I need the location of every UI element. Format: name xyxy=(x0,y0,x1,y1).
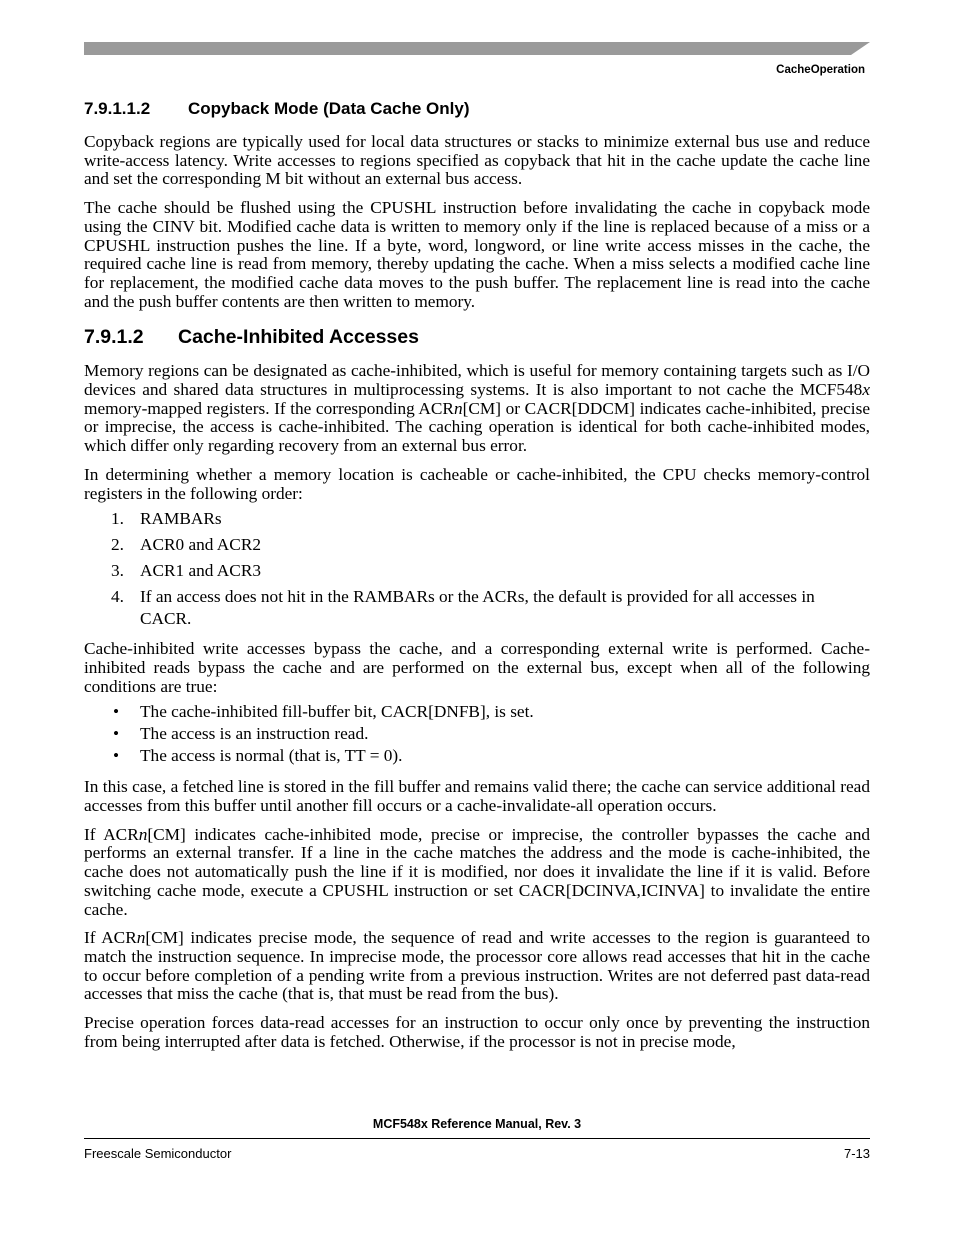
text-run: [CM] or CACR[DDCM] indicates cache-inhibited, precise or imprecise, the access is cache-inhibited. The caching operation is identical for both cache-inhibited modes, which differ only regarding recovery from an external bus error. xyxy=(84,398,871,456)
paragraph xyxy=(84,362,870,456)
section-heading-cache-inhibited xyxy=(84,325,870,349)
header-bar xyxy=(84,42,870,55)
list-text: The access is an instruction read. xyxy=(140,724,369,744)
list-text: ACR1 and ACR3 xyxy=(140,561,261,581)
italic-variable: x xyxy=(862,380,870,400)
header-bar-graphic xyxy=(84,42,870,55)
bullet-icon: • xyxy=(113,724,120,744)
list-number: 1. xyxy=(111,509,124,529)
paragraph: Cache-inhibited write accesses bypass the cache, and a corresponding external write is performed. Cache-inhibited reads bypass the cache and are performed on the external bus, except when all of the following conditions are true: xyxy=(84,639,870,696)
list-number: 3. xyxy=(111,561,124,581)
page-number: 7-13 xyxy=(843,1146,870,1161)
paragraph xyxy=(84,929,870,1004)
list-text: RAMBARs xyxy=(140,509,222,529)
manual-title: MCF548x Reference Manual, Rev. 3 xyxy=(372,1117,582,1131)
list-text: If an access does not hit in the RAMBARs or the ACRs, the default is provided for all accesses in CACR. xyxy=(140,587,815,629)
list-item xyxy=(84,534,870,556)
paragraph: In this case, a fetched line is stored in the fill buffer and remains valid there; the cache can service additional read accesses from this buffer until another fill occurs or a cache-invalidate-all operation occurs. xyxy=(84,777,870,816)
paragraph: Copyback regions are typically used for local data structures or stacks to minimize external bus use and reduce write-access latency. Write accesses to regions specified as copyback that hit in the cache update the cache line and set the corresponding M bit without an external bus access. xyxy=(84,132,870,189)
section-number: 7.9.1.2 xyxy=(84,326,144,349)
list-item xyxy=(84,586,870,630)
bullet-icon: • xyxy=(113,746,120,766)
bullet-icon: • xyxy=(113,702,120,722)
list-number: 4. xyxy=(111,587,124,607)
list-number: 2. xyxy=(111,535,124,555)
list-text: The cache-inhibited fill-buffer bit, CACR[DNFB], is set. xyxy=(140,702,534,722)
section-heading-copyback xyxy=(84,99,870,119)
italic-variable: n xyxy=(136,928,146,948)
list-item xyxy=(84,701,870,723)
italic-variable: n xyxy=(453,398,463,418)
text-run: If ACR xyxy=(84,824,139,844)
text-run: memory-mapped registers. If the corresponding ACR xyxy=(84,398,454,418)
paragraph xyxy=(84,826,870,920)
list-text: ACR0 and ACR2 xyxy=(140,535,261,555)
register-check-order-list xyxy=(84,508,870,630)
list-item xyxy=(84,723,870,745)
list-text: The access is normal (that is, TT = 0). xyxy=(140,746,403,766)
page-body xyxy=(84,99,870,1062)
italic-variable: n xyxy=(138,824,148,844)
paragraph: In determining whether a memory location is cacheable or cache-inhibited, the CPU checks memory-control registers in the following order: xyxy=(84,464,870,503)
paragraph: Precise operation forces data-read accesses for an instruction to occur only once by preventing the instruction from being interrupted after data is fetched. Otherwise, if the processor is not in precise mode, xyxy=(84,1013,870,1051)
company-name: Freescale Semiconductor xyxy=(84,1146,232,1161)
list-item xyxy=(84,560,870,582)
conditions-list xyxy=(84,701,870,767)
list-item xyxy=(84,508,870,530)
running-head: CacheOperation xyxy=(776,64,865,76)
text-run: [CM] indicates precise mode, the sequence of read and write accesses to the region is guaranteed to match the instruction sequence. In imprecise mode, the processor core allows read accesses that hit in the cache to occur before completion of a pending write from a previous instruction. Writes are not deferred past data-read accesses that miss the cache (that is, that must be read from the bus). xyxy=(84,928,870,1004)
text-run: Memory regions can be designated as cache-inhibited, which is useful for memory containing targets such as I/O devices and shared data structures in multiprocessing systems. It is also important to not cache the MCF548 xyxy=(84,361,870,400)
section-title: Cache-Inhibited Accesses xyxy=(178,326,419,349)
section-number: 7.9.1.1.2 xyxy=(84,99,151,118)
section-title: Copyback Mode (Data Cache Only) xyxy=(188,99,470,118)
text-run: If ACR xyxy=(84,928,137,948)
text-run: [CM] indicates cache-inhibited mode, precise or imprecise, the controller bypasses the cache and performs an external transfer. If a line in the cache matches the address and the mode is cache-inhibited, the cache does not automatically push the line if it is modified, nor does it invalidate the line if it is valid. Before switching cache mode, execute a CPUSHL instruction or set CACR[DCINVA,ICINVA] to invalidate the entire cache. xyxy=(84,824,870,919)
footer-divider xyxy=(84,1138,870,1139)
paragraph: The cache should be flushed using the CPUSHL instruction before invalidating the cache in copyback mode using the CINV bit. Modified cache data is written to memory only if the line is replaced because of a miss or a CPUSHL instruction pushes the line. If a byte, word, longword, or line write access misses in the cache, the required cache line is read from memory, thereby updating the cache. When a miss selects a modified cache line for replacement, the modified cache data moves to the push buffer. The replacement line is read into the cache and the push buffer contents are then written to memory. xyxy=(84,198,870,311)
list-item xyxy=(84,745,870,767)
